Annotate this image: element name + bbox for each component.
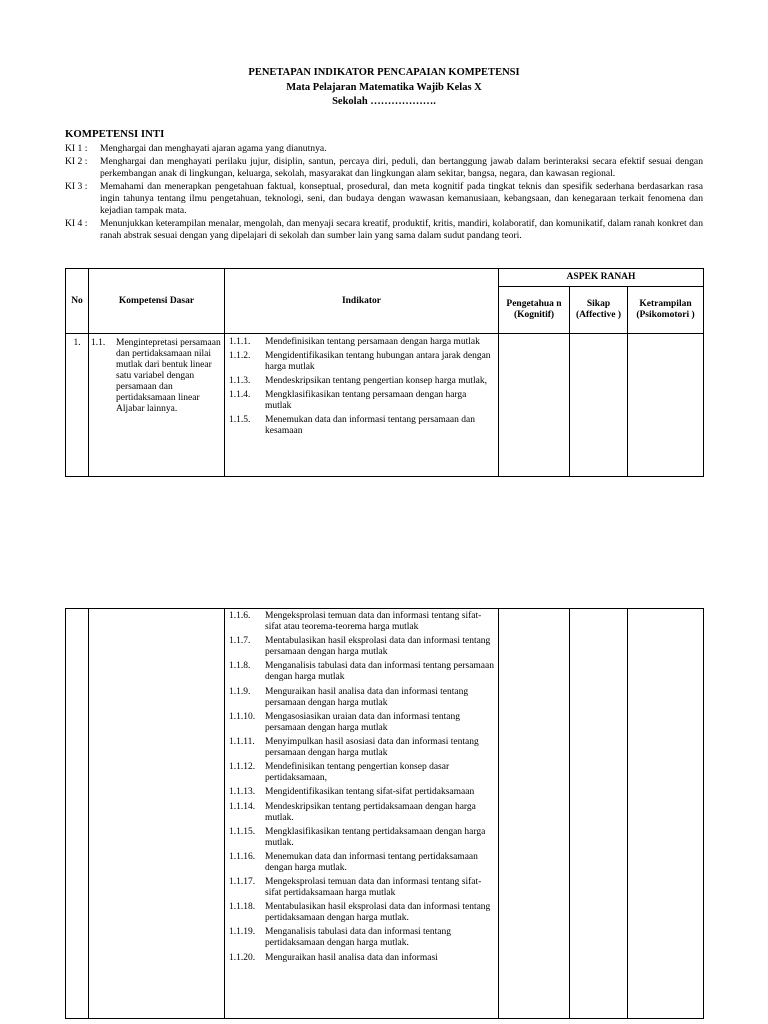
indikator-number: 1.1.20. bbox=[229, 952, 256, 963]
header-sikap: Sikap (Affective ) bbox=[570, 287, 628, 334]
indikator-table bbox=[65, 268, 704, 477]
row-number: 1. bbox=[66, 334, 89, 477]
indikator-cell bbox=[225, 334, 499, 477]
ki-code: KI 1 : bbox=[65, 143, 88, 154]
indikator-number: 1.1.1. bbox=[229, 337, 251, 347]
document-subtitle: Mata Pelajaran Matematika Wajib Kelas X bbox=[286, 81, 482, 93]
indikator-number: 1.1.5. bbox=[229, 415, 251, 425]
document-title: PENETAPAN INDIKATOR PENCAPAIAN KOMPETENSI bbox=[248, 67, 520, 78]
kd-number: 1.1. bbox=[91, 338, 106, 348]
indikator-text: Menyimpulkan hasil asosiasi data dan informasi tentang persamaan dengan harga mutlak bbox=[265, 736, 479, 758]
indikator-item bbox=[229, 611, 494, 633]
indikator-text: Mendeskripsikan tentang pengertian konsep harga mutlak, bbox=[265, 376, 487, 386]
indikator-item bbox=[229, 737, 494, 759]
row-number bbox=[66, 609, 89, 1019]
indikator-item bbox=[229, 376, 494, 387]
ki-text: Menghargai dan menghayati ajaran agama yang dianutnya. bbox=[100, 143, 327, 154]
indikator-item bbox=[229, 927, 494, 949]
indikator-text: Mentabulasikan hasil eksprolasi data dan informasi tentang persamaan dengan harga mutlak bbox=[265, 636, 491, 658]
indikator-text: Mentabulasikan hasil eksprolasi data dan informasi tentang pertidaksamaan dengan harga mutlak. bbox=[265, 902, 491, 924]
indikator-number: 1.1.10. bbox=[229, 711, 256, 722]
table-row bbox=[66, 334, 704, 477]
indikator-number: 1.1.6. bbox=[229, 611, 251, 621]
indikator-item bbox=[229, 687, 494, 709]
indikator-number: 1.1.12. bbox=[229, 762, 256, 773]
ki-item bbox=[65, 156, 703, 180]
indikator-text: Mengasosiasikan uraian data dan informasi tentang persamaan dengan harga mutlak bbox=[265, 711, 460, 733]
indikator-item bbox=[229, 827, 494, 849]
ki-code: KI 2 : bbox=[65, 156, 88, 168]
ki-code: KI 4 : bbox=[65, 218, 88, 230]
indikator-text: Mendefinisikan tentang pengertian konsep dasar pertidaksamaan, bbox=[265, 762, 450, 784]
indikator-item bbox=[229, 415, 494, 437]
indikator-text: Menemukan data dan informasi tentang persamaan dan kesamaan bbox=[265, 415, 475, 436]
document-header bbox=[0, 66, 768, 110]
sikap-cell bbox=[570, 334, 628, 477]
indikator-item bbox=[229, 337, 494, 348]
indikator-item bbox=[229, 953, 494, 964]
indikator-number: 1.1.16. bbox=[229, 851, 256, 862]
ki-item bbox=[65, 181, 703, 216]
indikator-text: Menguraikan hasil analisa data dan informasi tentang persamaan dengan harga mutlak bbox=[265, 686, 469, 708]
indikator-item bbox=[229, 762, 494, 784]
indikator-item bbox=[229, 661, 494, 683]
header-no: No bbox=[66, 269, 89, 334]
indikator-number: 1.1.4. bbox=[229, 390, 251, 400]
kompetensi-dasar-cell bbox=[89, 609, 225, 1019]
indikator-number: 1.1.9. bbox=[229, 686, 251, 697]
indikator-number: 1.1.3. bbox=[229, 376, 251, 386]
indikator-number: 1.1.8. bbox=[229, 661, 251, 672]
kd-text: Mengintepretasi persamaan dan pertidaksamaan nilai mutlak dari bentuk linear satu variabel dengan persamaan dan pertidaksamaan linear Aljabar lainnya. bbox=[116, 338, 221, 414]
indikator-text: Menguraikan hasil analisa data dan informasi bbox=[265, 952, 438, 963]
indikator-item bbox=[229, 787, 494, 798]
indikator-item bbox=[229, 877, 494, 899]
indikator-number: 1.1.2. bbox=[229, 351, 251, 361]
indikator-text: Mendeskripsikan tentang pertidaksamaan dengan harga mutlak. bbox=[265, 801, 476, 823]
ki-text: Menghargai dan menghayati perilaku jujur, disiplin, santun, percaya diri, peduli, dan bertanggung jawab dalam berinteraksi secara efektif sesuai dengan perkembangan anak di lingkungan, keluarga, sekolah, masyarakat dan lingkungan alam sekitar, bangsa, negara, dan kawasan regional. bbox=[100, 156, 703, 180]
school-line: Sekolah ………………. bbox=[332, 96, 436, 107]
header-aspek-ranah: ASPEK RANAH bbox=[499, 269, 704, 287]
keterampilan-cell bbox=[628, 609, 704, 1019]
ki-item bbox=[65, 218, 703, 242]
indikator-text: Mengklasifikasikan tentang pertidaksamaan dengan harga mutlak. bbox=[265, 826, 486, 848]
header-indikator: Indikator bbox=[225, 269, 499, 334]
indikator-text: Menemukan data dan informasi tentang pertidaksamaan dengan harga mutlak. bbox=[265, 851, 478, 873]
indikator-text: Mengklasifikasikan tentang persamaan dengan harga mutlak bbox=[265, 390, 467, 411]
pengetahuan-cell bbox=[499, 334, 570, 477]
indikator-item bbox=[229, 902, 494, 924]
kompetensi-inti-title: KOMPETENSI INTI bbox=[65, 128, 165, 140]
indikator-text: Menganalisis tabulasi data dan informasi tentang persamaan dengan harga mutlak bbox=[265, 661, 494, 683]
table-header-row bbox=[66, 269, 704, 287]
kompetensi-inti-list bbox=[65, 143, 703, 243]
keterampilan-cell bbox=[628, 334, 704, 477]
indikator-number: 1.1.7. bbox=[229, 636, 251, 647]
kompetensi-dasar-cell bbox=[89, 334, 225, 477]
ki-code: KI 3 : bbox=[65, 181, 88, 193]
indikator-cell bbox=[225, 609, 499, 1019]
indikator-item bbox=[229, 852, 494, 874]
indikator-text: Menganalisis tabulasi data dan informasi tentang pertidaksamaan dengan harga mutlak. bbox=[265, 927, 451, 949]
indikator-number: 1.1.17. bbox=[229, 877, 256, 888]
indikator-item bbox=[229, 636, 494, 658]
sikap-cell bbox=[570, 609, 628, 1019]
indikator-table-continued bbox=[65, 608, 704, 1019]
table-row bbox=[66, 609, 704, 1019]
header-keterampilan: Ketrampilan (Psikomotori ) bbox=[628, 287, 704, 334]
indikator-text: Mendefinisikan tentang persamaan dengan harga mutlak bbox=[265, 337, 480, 347]
indikator-item bbox=[229, 802, 494, 824]
header-kompetensi-dasar: Kompetensi Dasar bbox=[89, 269, 225, 334]
ki-text: Menunjukkan keterampilan menalar, mengolah, dan menyaji secara kreatif, produktif, kritis, mandiri, kolaboratif, dan komunikatif, dalam ranah konkret dan ranah abstrak sesuai dengan yang dipelajari di sekolah dan sumber lain yang sama dalam sudut pandang teori. bbox=[100, 218, 703, 242]
pengetahuan-cell bbox=[499, 609, 570, 1019]
indikator-item bbox=[229, 712, 494, 734]
header-pengetahuan: Pengetahua n (Kognitif) bbox=[499, 287, 570, 334]
indikator-text: Mengeksprolasi temuan data dan informasi tentang sifat-sifat atau teorema-teorema harga mutlak bbox=[265, 611, 482, 632]
indikator-item bbox=[229, 390, 494, 412]
indikator-number: 1.1.14. bbox=[229, 801, 256, 812]
indikator-text: Mengeksprolasi temuan data dan informasi tentang sifat-sifat pertidaksamaan harga mutlak bbox=[265, 877, 482, 899]
indikator-number: 1.1.13. bbox=[229, 787, 256, 798]
indikator-number: 1.1.18. bbox=[229, 902, 256, 913]
ki-text: Memahami dan menerapkan pengetahuan faktual, konseptual, prosedural, dan meta kognitif pada tingkat teknis dan spesifik sederhana berdasarkan rasa ingin tahunya tentang ilmu pengetahuan, teknologi, seni, dan budaya dengan wawasan kemanusiaan, kebangsaan, dan kenegaraan terkait fenomena dan kejadian tampak mata. bbox=[100, 181, 703, 216]
indikator-item bbox=[229, 351, 494, 373]
indikator-number: 1.1.15. bbox=[229, 826, 256, 837]
indikator-text: Mengidentifikasikan tentang hubungan antara jarak dengan harga mutlak bbox=[265, 351, 491, 372]
indikator-number: 1.1.11. bbox=[229, 736, 255, 747]
indikator-text: Mengidentifikasikan tentang sifat-sifat pertidaksamaan bbox=[265, 787, 475, 798]
ki-item bbox=[65, 143, 703, 155]
indikator-number: 1.1.19. bbox=[229, 927, 256, 938]
